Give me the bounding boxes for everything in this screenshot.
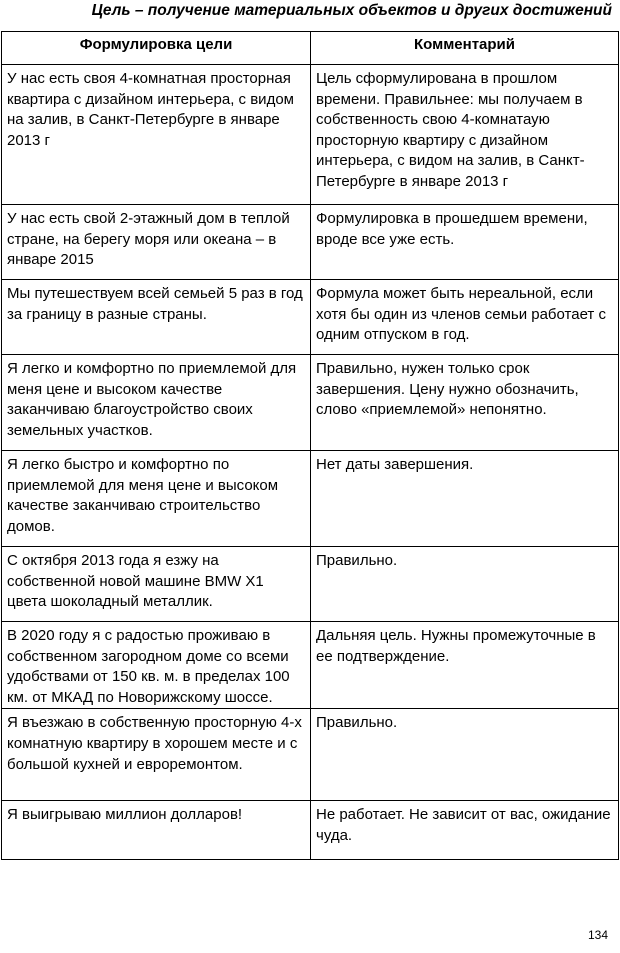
table-row bbox=[2, 355, 619, 451]
table-row bbox=[2, 280, 619, 355]
goal-cell: У нас есть своя 4-комнатная просторная квартира с дизайном интерьера, с видом на залив, в Санкт-Петербурге в январе 2013 г bbox=[2, 65, 311, 205]
table-row bbox=[2, 65, 619, 205]
goal-cell: С октября 2013 года я езжу на собственной новой машине BMW X1 цвета шоколадный металлик. bbox=[2, 547, 311, 622]
column-header-goal: Формулировка цели bbox=[2, 32, 311, 65]
comment-cell: Цель сформулирована в прошлом времени. Правильнее: мы получаем в собственность свою 4-комнатаую просторную квартиру с дизайном интерьера, с видом на залив, в Санкт-Петербурге в январе 2013 г bbox=[311, 65, 619, 205]
goals-table bbox=[1, 31, 619, 860]
comment-cell: Нет даты завершения. bbox=[311, 451, 619, 547]
page-header: Цель – получение материальных объектов и других достижений bbox=[91, 2, 612, 19]
comment-cell: Формулировка в прошедшем времени, вроде все уже есть. bbox=[311, 205, 619, 280]
comment-cell: Правильно, нужен только срок завершения. Цену нужно обозначить, слово «приемлемой» непонятно. bbox=[311, 355, 619, 451]
goal-cell: У нас есть свой 2-этажный дом в теплой стране, на берегу моря или океана – в январе 2015 bbox=[2, 205, 311, 280]
goal-cell: В 2020 году я с радостью проживаю в собственном загородном доме со всеми удобствами от 150 кв. м. в пределах 100 км. от МКАД по Новорижскому шоссе. bbox=[2, 622, 311, 709]
table-row bbox=[2, 622, 619, 709]
goal-cell: Я легко и комфортно по приемлемой для меня цене и высоком качестве заканчиваю благоустройство своих земельных участков. bbox=[2, 355, 311, 451]
table-row bbox=[2, 709, 619, 801]
goal-cell: Я легко быстро и комфортно по приемлемой для меня цене и высоком качестве заканчиваю строительство домов. bbox=[2, 451, 311, 547]
table-row bbox=[2, 205, 619, 280]
comment-cell: Правильно. bbox=[311, 547, 619, 622]
comment-cell: Правильно. bbox=[311, 709, 619, 801]
table-row bbox=[2, 547, 619, 622]
column-header-comment: Комментарий bbox=[311, 32, 619, 65]
goal-cell: Я выигрываю миллион долларов! bbox=[2, 801, 311, 860]
goal-cell: Я въезжаю в собственную просторную 4-х комнатную квартиру в хорошем месте и с большой кухней и евроремонтом. bbox=[2, 709, 311, 801]
table-row bbox=[2, 451, 619, 547]
comment-cell: Формула может быть нереальной, если хотя бы один из членов семьи работает с одним отпуском в год. bbox=[311, 280, 619, 355]
table-row bbox=[2, 801, 619, 860]
page-number: 134 bbox=[587, 928, 608, 942]
table-header-row bbox=[2, 32, 619, 65]
goal-cell: Мы путешествуем всей семьей 5 раз в год за границу в разные страны. bbox=[2, 280, 311, 355]
comment-cell: Дальняя цель. Нужны промежуточные в ее подтверждение. bbox=[311, 622, 619, 709]
comment-cell: Не работает. Не зависит от вас, ожидание чуда. bbox=[311, 801, 619, 860]
